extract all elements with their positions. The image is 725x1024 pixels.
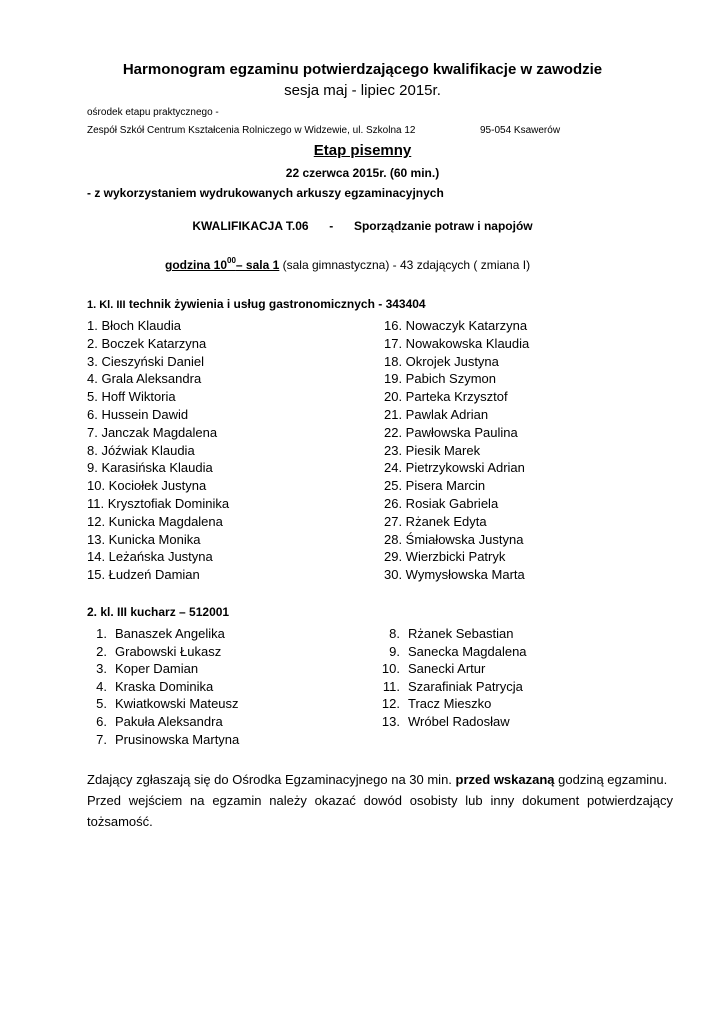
qualification-name: Sporządzanie potraw i napojów bbox=[353, 219, 533, 233]
list-item: 1. Błoch Klaudia bbox=[87, 318, 181, 333]
list-item: 14. Leżańska Justyna bbox=[87, 549, 213, 565]
list-item: 2. Boczek Katarzyna bbox=[87, 335, 207, 351]
group2-list-right bbox=[380, 625, 527, 731]
note-line2: Przed wejściem na egzamin należy okazać dowód osobisty lub inny dokument potwierdzający tożsamość. bbox=[87, 793, 673, 829]
list-item-name: Tracz Mieszko bbox=[408, 696, 492, 712]
list-item bbox=[380, 643, 527, 661]
list-item: 7. Janczak Magdalena bbox=[87, 424, 218, 440]
list-item-number: 9. bbox=[389, 643, 400, 659]
group1-list-left bbox=[87, 317, 229, 584]
list-item: 8. Jóźwiak Klaudia bbox=[87, 442, 195, 458]
list-item: 3. Cieszyński Daniel bbox=[87, 353, 205, 369]
group1-list-right bbox=[384, 317, 529, 584]
list-item bbox=[87, 678, 239, 696]
list-item-name: Szarafiniak Patrycja bbox=[408, 678, 523, 694]
center-label: ośrodek etapu praktycznego - bbox=[87, 107, 219, 118]
stage-mode: - z wykorzystaniem wydrukowanych arkuszy egzaminacyjnych bbox=[87, 186, 444, 200]
stage-title: Etap pisemny bbox=[313, 142, 412, 159]
list-item bbox=[87, 643, 239, 661]
list-item-number: 13. bbox=[381, 713, 400, 729]
list-item: 13. Kunicka Monika bbox=[87, 531, 201, 547]
list-item: 18. Okrojek Justyna bbox=[384, 353, 499, 369]
list-item bbox=[87, 695, 239, 713]
schedule-line bbox=[165, 258, 530, 272]
list-item: 24. Pietrzykowski Adrian bbox=[384, 460, 525, 476]
list-item: 9. Karasińska Klaudia bbox=[87, 460, 213, 476]
list-item: 28. Śmiałowska Justyna bbox=[384, 531, 524, 547]
note-part2: godziną egzaminu. bbox=[554, 772, 668, 787]
list-item-name: Kwiatkowski Mateusz bbox=[115, 696, 239, 712]
list-item bbox=[380, 695, 527, 713]
document-title: Harmonogram egzaminu potwierdzającego kwalifikacje w zawodzie bbox=[122, 61, 603, 78]
list-item: 29. Wierzbicki Patryk bbox=[384, 549, 506, 565]
list-item-number: 2. bbox=[96, 643, 107, 659]
list-item: 21. Pawlak Adrian bbox=[384, 406, 489, 422]
list-item-number: 4. bbox=[96, 678, 107, 694]
list-item: 19. Pabich Szymon bbox=[384, 371, 497, 387]
closing-note bbox=[87, 769, 673, 832]
list-item-number: 7. bbox=[96, 731, 107, 747]
list-item: 5. Hoff Wiktoria bbox=[87, 389, 176, 405]
list-item: 16. Nowaczyk Katarzyna bbox=[384, 318, 528, 333]
list-item bbox=[380, 713, 527, 731]
list-item-name: Pakuła Aleksandra bbox=[115, 713, 223, 729]
stage-date: 22 czerwca 2015r. (60 min.) bbox=[285, 166, 440, 180]
note-part1: Zdający zgłaszają się do Ośrodka Egzaminacyjnego na 30 min. bbox=[87, 772, 456, 787]
schedule-room-detail: (sala gimnastyczna) - 43 zdających ( zmiana I) bbox=[282, 258, 531, 272]
schedule-hour: godzina $10^{00}-$ sala 1 bbox=[165, 256, 280, 272]
list-item-name: Wróbel Radosław bbox=[408, 713, 510, 729]
list-item-number: 12. bbox=[381, 696, 400, 712]
group2-list-left bbox=[87, 625, 239, 748]
list-item bbox=[380, 660, 527, 678]
list-item: 6. Hussein Dawid bbox=[87, 406, 189, 422]
list-item: 17. Nowakowska Klaudia bbox=[384, 335, 530, 351]
list-item-name: Grabowski Łukasz bbox=[115, 643, 222, 659]
list-item-number: 1. bbox=[96, 626, 107, 641]
list-item-name: Kraska Dominika bbox=[115, 678, 214, 694]
note-bold: przed wskazaną bbox=[455, 772, 555, 787]
list-item bbox=[380, 625, 527, 643]
center-postal: 95-054 Ksawerów bbox=[480, 125, 561, 136]
list-item bbox=[87, 713, 239, 731]
qualification-separator: - bbox=[329, 219, 334, 233]
list-item-name: Prusinowska Martyna bbox=[115, 731, 240, 747]
qualification-code: KWALIFIKACJA T.06 bbox=[192, 219, 309, 233]
list-item bbox=[87, 731, 239, 749]
list-item: 10. Kociołek Justyna bbox=[87, 478, 207, 494]
list-item-name: Rżanek Sebastian bbox=[408, 626, 514, 641]
list-item: 4. Grala Aleksandra bbox=[87, 371, 202, 387]
list-item: 20. Parteka Krzysztof bbox=[384, 389, 508, 405]
list-item bbox=[87, 625, 239, 643]
center-name: Zespół Szkół Centrum Kształcenia Rolniczego w Widzewie, ul. Szkolna 12 bbox=[87, 125, 416, 136]
group2-heading: 2. kl. III kucharz – 512001 bbox=[87, 605, 230, 619]
list-item-number: 11. bbox=[382, 678, 400, 694]
list-item bbox=[380, 678, 527, 696]
list-item-number: 6. bbox=[96, 713, 107, 729]
list-item: 26. Rosiak Gabriela bbox=[384, 495, 499, 511]
list-item-number: 8. bbox=[389, 626, 400, 641]
list-item-name: Koper Damian bbox=[115, 661, 199, 677]
list-item-name: Sanecki Artur bbox=[408, 661, 486, 677]
list-item-number: 3. bbox=[96, 661, 107, 677]
list-item-name: Banaszek Angelika bbox=[115, 626, 225, 641]
list-item-number: 10. bbox=[381, 661, 400, 677]
session-subtitle: sesja maj - lipiec 2015r. bbox=[284, 82, 441, 99]
list-item: 27. Rżanek Edyta bbox=[384, 513, 487, 529]
list-item-number: 5. bbox=[96, 696, 107, 712]
list-item-name: Sanecka Magdalena bbox=[408, 643, 527, 659]
list-item: 23. Piesik Marek bbox=[384, 442, 481, 458]
group1-heading: 1. Kl. III technik żywienia i usług gastronomicznych - 343404 bbox=[87, 297, 426, 311]
list-item: 22. Pawłowska Paulina bbox=[384, 424, 518, 440]
list-item: 11. Krysztofiak Dominika bbox=[87, 495, 230, 511]
list-item: 30. Wymysłowska Marta bbox=[384, 567, 525, 583]
list-item bbox=[87, 660, 239, 678]
list-item: 12. Kunicka Magdalena bbox=[87, 513, 223, 529]
qualification-line bbox=[0, 219, 725, 233]
list-item: 15. Łudzeń Damian bbox=[87, 567, 200, 583]
list-item: 25. Pisera Marcin bbox=[384, 478, 486, 494]
